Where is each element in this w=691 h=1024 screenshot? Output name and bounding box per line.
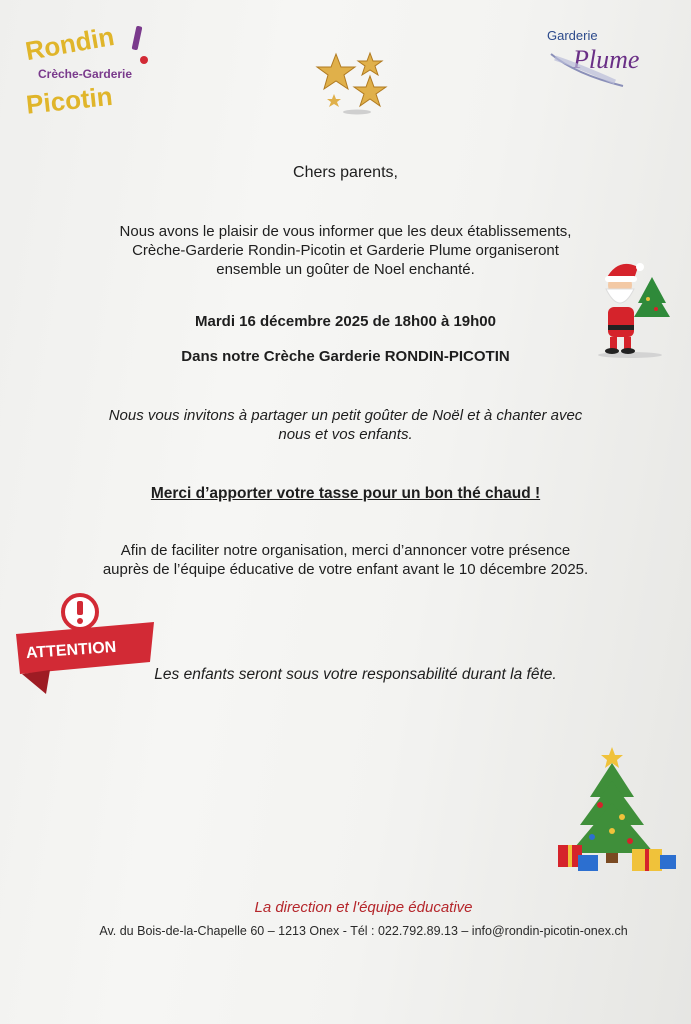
logo-word-picotin: Picotin [24, 80, 114, 120]
rondin-picotin-logo [22, 20, 152, 120]
logo-subtitle: Crèche-Garderie [38, 67, 133, 81]
event-date: Mardi 16 décembre 2025 de 18h00 à 19h00 [194, 313, 496, 330]
attention-label: ATTENTION [25, 638, 117, 663]
logo-word-rondin: Rondin [23, 21, 117, 67]
responsibility-notice: Les enfants seront sous votre responsabilité durant la fête. [154, 666, 557, 683]
organisation-line-2: auprès de l’équipe éducative de votre enfant avant le 10 décembre 2025. [102, 561, 589, 578]
tea-notice: Merci d’apporter votre tasse pour un bon thé chaud ! [150, 485, 541, 502]
greeting: Chers parents, [293, 164, 398, 181]
logo-garderie-label: Garderie [547, 28, 598, 43]
exclamation-icon [63, 595, 97, 629]
garderie-plume-logo [545, 24, 665, 94]
invite-line-1: Nous vous invitons à partager un petit goûter de Noël et à chanter avec [108, 407, 583, 424]
intro-line-1: Nous avons le plaisir de vous informer que les deux établissements, [119, 223, 572, 240]
intro-line-2: Crèche-Garderie Rondin-Picotin et Garderie Plume organiseront [132, 242, 559, 259]
event-location: Dans notre Crèche Garderie RONDIN-PICOTIN [181, 348, 510, 365]
christmas-tree-icon [556, 745, 681, 875]
organisation-line-1: Afin de faciliter notre organisation, merci d’annoncer votre présence [120, 542, 571, 559]
logo-plume-label: Plume [573, 45, 640, 74]
stars-icon [312, 50, 392, 116]
intro-line-3: ensemble un goûter de Noel enchanté. [216, 261, 475, 278]
santa-icon [590, 255, 675, 360]
signature: La direction et l'équipe éducative [254, 899, 473, 916]
logo-arc-icon [22, 20, 152, 120]
invite-line-2: nous et vos enfants. [278, 426, 413, 443]
footer-address: Av. du Bois-de-la-Chapelle 60 – 1213 Onex - Tél : 022.792.89.13 – info@rondin-picotin-onex.ch [99, 924, 628, 938]
